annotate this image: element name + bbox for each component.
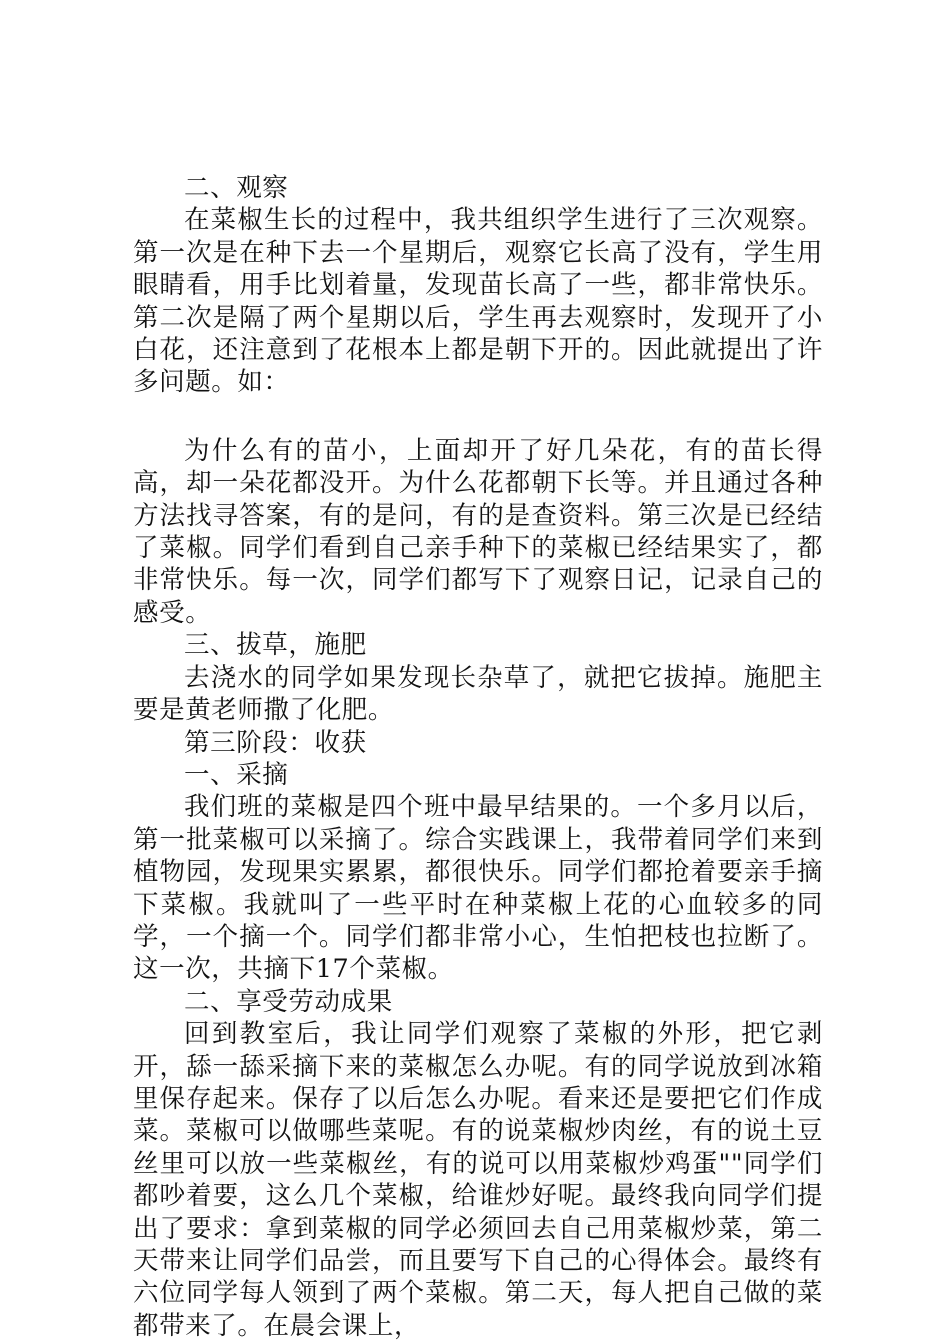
paragraph-questions: 为什么有的苗小，上面却开了好几朵花，有的苗长得高，却一朵花都没开。为什么花都朝下长等。并且通过各种方法找寻答案，有的是问，有的是查资料。第三次是已经结了菜椒。同学们看到自己亲手种下的菜椒已经结果实了，都非常快乐。每一次，同学们都写下了观察日记，记录自己的感受。 [133,435,823,628]
document-body [133,172,823,1342]
paragraph-weeding: 去浇水的同学如果发现长杂草了，就把它拔掉。施肥主要是黄老师撒了化肥。 [133,662,823,726]
section-heading-weeding: 三、拔草，施肥 [184,630,367,661]
section-heading-enjoy: 二、享受劳动成果 [184,986,393,1017]
section-heading-observation: 二、观察 [184,173,289,203]
stage-heading-harvest: 第三阶段：收获 [184,727,367,758]
paragraph-observation: 在菜椒生长的过程中，我共组织学生进行了三次观察。第一次是在种下去一个星期后，观察它长高了没有，学生用眼睛看，用手比划着量，发现苗长高了一些，都非常快乐。第二次是隔了两个星期以后，学生再去观察时，发现开了小白花，还注意到了花根本上都是朝下开的。因此就提出了许多问题。如： [133,205,823,398]
section-heading-picking: 一、采摘 [184,759,289,790]
paragraph-gap [133,399,823,435]
paragraph-enjoy: 回到教室后，我让同学们观察了菜椒的外形，把它剥开，舔一舔采摘下来的菜椒怎么办呢。有的同学说放到冰箱里保存起来。保存了以后怎么办呢。看来还是要把它们作成菜。菜椒可以做哪些菜呢。有的说菜椒炒肉丝，有的说土豆丝里可以放一些菜椒丝，有的说可以用菜椒炒鸡蛋""同学们都吵着要，这么几个菜椒，给谁炒好呢。最终我向同学们提出了要求：拿到菜椒的同学必须回去自己用菜椒炒菜，第二天带来让同学们品尝，而且要写下自己的心得体会。最终有六位同学每人领到了两个菜椒。第二天，每人把自己做的菜都带来了。在晨会课上， [133,1019,823,1341]
paragraph-picking: 我们班的菜椒是四个班中最早结果的。一个多月以后，第一批菜椒可以采摘了。综合实践课上，我带着同学们来到植物园，发现果实累累，都很快乐。同学们都抢着要亲手摘下菜椒。我就叫了一些平时在种菜椒上花的心血较多的同学，一个摘一个。同学们都非常小心，生怕把枝也拉断了。这一次，共摘下17个菜椒。 [133,792,823,985]
